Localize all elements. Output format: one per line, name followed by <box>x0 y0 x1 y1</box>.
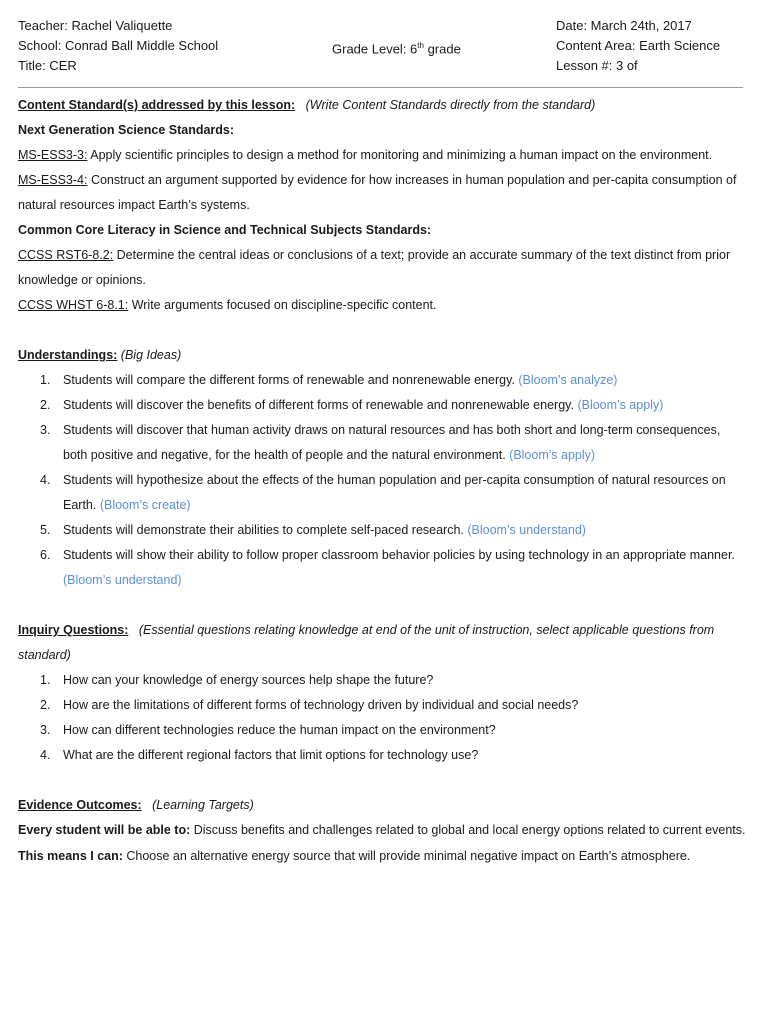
list-item <box>18 668 748 693</box>
understandings-heading-line <box>18 343 748 368</box>
list-number: 4. <box>40 473 51 487</box>
standard-item <box>18 293 748 318</box>
ngss-heading: Next Generation Science Standards: <box>18 123 235 137</box>
list-item-text: How can your knowledge of energy sources help shape the future? <box>63 673 434 687</box>
standard-text: Construct an argument supported by evidence for how increases in human population and per-capita consumption of natural resources impact Earth’s systems. <box>18 173 737 212</box>
list-number: 3. <box>40 423 51 437</box>
list-number: 2. <box>40 698 51 712</box>
standard-item <box>18 168 748 218</box>
list-item <box>18 468 748 518</box>
list-item <box>18 418 748 468</box>
list-item <box>18 518 748 543</box>
list-number: 3. <box>40 723 51 737</box>
evidence-able-text: Discuss benefits and challenges related to global and local energy options related to current events. <box>190 823 746 837</box>
inquiry-list <box>18 668 748 768</box>
evidence-means-line <box>18 846 748 866</box>
bloom-tag: (Bloom’s understand) <box>63 573 182 587</box>
standard-text: Write arguments focused on discipline-specific content. <box>128 298 437 312</box>
school-field: School: Conrad Ball Middle School <box>18 38 219 53</box>
grade-level-field <box>332 36 461 59</box>
header-divider <box>18 87 743 88</box>
list-item-text: Students will compare the different forms of renewable and nonrenewable energy. <box>63 373 519 387</box>
bloom-tag: (Bloom’s apply) <box>509 448 596 462</box>
list-item <box>18 543 748 593</box>
lesson-plan-page <box>18 0 748 863</box>
grade-level-suffix: grade <box>423 41 461 57</box>
bloom-tag: (Bloom’s understand) <box>467 523 586 537</box>
date-field: Date: March 24th, 2017 <box>556 18 692 33</box>
standard-item <box>18 143 748 168</box>
understandings-note: (Big Ideas) <box>117 348 182 362</box>
list-item-text: Students will hypothesize about the effects of the human population and per-capita consumption of natural resources on Earth. <box>63 473 726 512</box>
title-field: Title: CER <box>18 58 77 73</box>
list-item <box>18 393 748 418</box>
standards-heading-note: (Write Content Standards directly from the standard) <box>305 98 596 112</box>
standard-text: Apply scientific principles to design a method for monitoring and minimizing a human impact on the environment. <box>87 148 713 162</box>
list-item <box>18 718 748 743</box>
understandings-list <box>18 368 748 593</box>
list-number: 1. <box>40 673 51 687</box>
list-item-text: How can different technologies reduce the human impact on the environment? <box>63 723 496 737</box>
standard-code: CCSS RST6-8.2: <box>18 248 114 262</box>
list-item <box>18 368 748 393</box>
list-item-text: Students will discover that human activity draws on natural resources and has both short and long-term consequences, both positive and negative, for the health of people and the natural environment. <box>63 423 721 462</box>
understandings-heading: Understandings: <box>18 348 118 362</box>
list-number: 5. <box>40 523 51 537</box>
inquiry-heading-line <box>18 618 748 668</box>
list-item-text: Students will show their ability to follow proper classroom behavior policies by using technology in an appropriate manner. <box>63 548 735 562</box>
evidence-able-label: Every student will be able to: <box>18 823 191 837</box>
list-item-text: Students will demonstrate their abilities to complete self-paced research. <box>63 523 468 537</box>
evidence-heading-line <box>18 793 748 818</box>
standards-heading: Content Standard(s) addressed by this lesson: <box>18 98 296 112</box>
standards-heading-line <box>18 93 748 118</box>
list-number: 1. <box>40 373 51 387</box>
lesson-number-field: Lesson #: 3 of <box>556 58 638 73</box>
bloom-tag: (Bloom’s analyze) <box>518 373 618 387</box>
standard-code: MS-ESS3-3: <box>18 148 88 162</box>
list-item-text: How are the limitations of different forms of technology driven by individual and social needs? <box>63 698 579 712</box>
evidence-means-text: Choose an alternative energy source that will provide minimal negative impact on Earth’s atmosphere. <box>122 849 691 863</box>
document-header <box>18 0 748 82</box>
evidence-able-line <box>18 818 748 843</box>
grade-level-sup: th <box>417 41 424 50</box>
document-body <box>18 93 748 866</box>
standard-item <box>18 243 748 293</box>
standard-code: CCSS WHST 6-8.1: <box>18 298 129 312</box>
list-item <box>18 693 748 718</box>
grade-level-prefix: Grade Level: 6 <box>332 41 418 57</box>
bloom-tag: (Bloom’s apply) <box>577 398 664 412</box>
section-spacer <box>18 318 748 343</box>
standard-text: Determine the central ideas or conclusions of a text; provide an accurate summary of the text distinct from prior knowledge or opinions. <box>18 248 731 287</box>
teacher-field: Teacher: Rachel Valiquette <box>18 18 173 33</box>
bloom-tag: (Bloom’s create) <box>99 498 191 512</box>
list-number: 6. <box>40 548 51 562</box>
list-item-text: What are the different regional factors that limit options for technology use? <box>63 748 479 762</box>
evidence-note: (Learning Targets) <box>152 798 254 812</box>
evidence-means-label: This means I can: <box>18 849 123 863</box>
list-item <box>18 743 748 768</box>
inquiry-note: (Essential questions relating knowledge at end of the unit of instruction, select applicable questions from standard) <box>18 623 715 662</box>
list-number: 4. <box>40 748 51 762</box>
inquiry-heading: Inquiry Questions: <box>18 623 129 637</box>
section-spacer <box>18 593 748 618</box>
list-item-text: Students will discover the benefits of different forms of renewable and nonrenewable energy. <box>63 398 578 412</box>
evidence-heading: Evidence Outcomes: <box>18 798 142 812</box>
content-area-field: Content Area: Earth Science <box>556 38 721 53</box>
standard-code: MS-ESS3-4: <box>18 173 88 187</box>
common-core-heading: Common Core Literacy in Science and Technical Subjects Standards: <box>18 223 432 237</box>
section-spacer <box>18 768 748 793</box>
list-number: 2. <box>40 398 51 412</box>
